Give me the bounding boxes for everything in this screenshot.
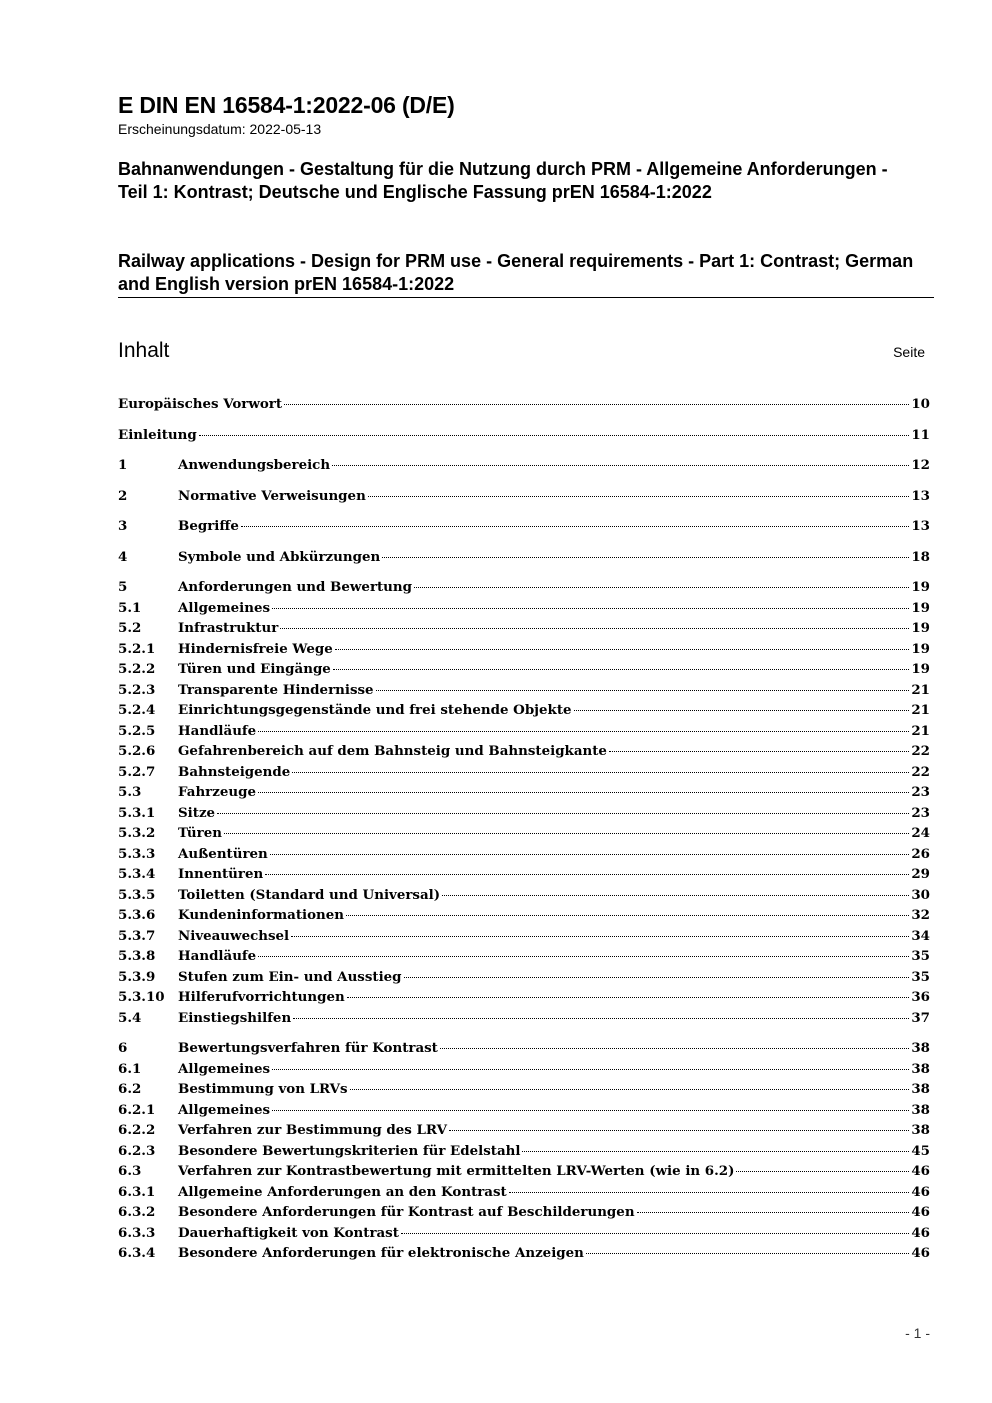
document-number: E DIN EN 16584-1:2022-06 (D/E) (118, 92, 455, 118)
toc-dot-leader (224, 832, 909, 834)
toc-entry-page: 29 (911, 866, 930, 882)
toc-entry-title: Türen (178, 825, 222, 841)
toc-entry[interactable] (118, 394, 930, 415)
toc-entry-number: 5.3.4 (118, 866, 156, 882)
toc-entry-number: 1 (118, 457, 128, 473)
toc-entry-page: 21 (911, 722, 930, 739)
toc-dot-leader (272, 607, 909, 609)
toc-entry-page: 46 (911, 1183, 930, 1200)
toc-entry-page: 19 (911, 640, 930, 657)
toc-entry-title: Anforderungen und Bewertung (178, 579, 413, 595)
toc-entry[interactable] (118, 1008, 930, 1029)
toc-entry-page: 46 (911, 1204, 930, 1220)
toc-entry-title: Besondere Anforderungen für Kontrast auf Beschilderungen (178, 1204, 635, 1220)
toc-entry-page: 36 (911, 989, 930, 1005)
toc-entry[interactable] (118, 946, 930, 967)
toc-entry-title: Hilferufvorrichtungen (178, 989, 345, 1005)
toc-entry-number: 6.3.4 (118, 1245, 156, 1261)
toc-entry-title: Einstiegshilfen (178, 1009, 292, 1026)
toc-dot-leader (291, 935, 909, 937)
toc-entry-title: Verfahren zur Bestimmung des LRV (178, 1122, 447, 1138)
toc-entry-page: 38 (911, 1060, 930, 1077)
toc-dot-leader (509, 1191, 910, 1193)
toc-dot-leader (284, 403, 909, 405)
toc-entry-number: 5.3.9 (118, 968, 156, 985)
toc-entry-page: 26 (911, 845, 930, 862)
toc-dot-leader (217, 812, 909, 814)
toc-entry-number: 5.3.5 (118, 886, 156, 903)
toc-entry-title: Türen und Eingänge (178, 661, 331, 677)
toc-entry-number: 5.3.1 (118, 804, 156, 821)
toc-dot-leader (404, 976, 910, 978)
toc-entry[interactable] (118, 987, 930, 1008)
toc-entry[interactable] (118, 762, 930, 783)
toc-entry-number: 6.3.1 (118, 1183, 156, 1200)
toc-entry-number: 5.2.1 (118, 640, 156, 657)
toc-entry-page: 23 (911, 804, 930, 821)
toc-entry-title: Toiletten (Standard und Universal) (178, 886, 441, 903)
toc-entry-page: 19 (911, 661, 930, 677)
toc-entry[interactable] (118, 680, 930, 701)
title-german: Bahnanwendungen - Gestaltung für die Nutzung durch PRM - Allgemeine Anforderungen - Teil 1: Kontrast; Deutsche und Englische Fassung prEN 16584-1:2022 (118, 159, 888, 202)
toc-entry-number: 6.3 (118, 1163, 142, 1179)
toc-entry-number: 5.3 (118, 784, 142, 800)
toc-entry-title: Europäisches Vorwort (118, 396, 283, 412)
toc-entry-number: 6.2.2 (118, 1122, 156, 1138)
toc-entry[interactable] (118, 1202, 930, 1223)
toc-entry-number: 6.2.1 (118, 1101, 156, 1118)
toc-entry-title: Stufen zum Ein- und Ausstieg (178, 968, 402, 985)
toc-entry[interactable] (118, 1079, 930, 1100)
toc-entry[interactable] (118, 486, 930, 507)
toc-entry[interactable] (118, 547, 930, 568)
toc-entry-number: 6 (118, 1040, 128, 1056)
toc-entry-title: Einleitung (118, 426, 197, 443)
toc-entry[interactable] (118, 425, 930, 446)
toc-entry-page: 34 (911, 927, 930, 944)
toc-dot-leader (350, 1088, 910, 1090)
toc-entry-page: 24 (911, 825, 930, 841)
toc-dot-leader (440, 1047, 909, 1049)
toc-entry-number: 5.3.8 (118, 948, 156, 964)
toc-entry[interactable] (118, 1059, 930, 1080)
toc-entry[interactable] (118, 905, 930, 926)
toc-entry-title: Dauerhaftigkeit von Kontrast (178, 1224, 399, 1241)
toc-dot-leader (258, 730, 909, 732)
toc-entry-page: 46 (911, 1224, 930, 1241)
toc-entry-title: Handläufe (178, 948, 257, 964)
toc-entry-page: 46 (911, 1245, 930, 1261)
toc-entry-page: 12 (911, 457, 930, 473)
toc-entry-title: Niveauwechsel (178, 927, 290, 944)
toc-entry-page: 38 (911, 1081, 930, 1097)
toc-dot-leader (333, 668, 910, 670)
toc-dot-leader (280, 627, 909, 629)
toc-entry-number: 5.2.6 (118, 743, 156, 759)
toc-entry-number: 5.4 (118, 1009, 142, 1026)
toc-dot-leader (522, 1150, 909, 1152)
footer-page-number: - 1 - (905, 1325, 930, 1341)
toc-entry-title: Infrastruktur (178, 620, 279, 636)
toc-entry[interactable] (118, 577, 930, 598)
toc-entry[interactable] (118, 803, 930, 824)
toc-dot-leader (368, 495, 910, 497)
toc-dot-leader (346, 914, 909, 916)
title-english: Railway applications - Design for PRM use - General requirements - Part 1: Contrast; German and English version prEN 16584-1:2022 (118, 251, 914, 294)
toc-entry-title: Sitze (178, 804, 216, 821)
toc-dot-leader (376, 689, 910, 691)
toc-entry[interactable] (118, 639, 930, 660)
toc-entry-number: 6.3.2 (118, 1204, 156, 1220)
toc-entry[interactable] (118, 967, 930, 988)
toc-dot-leader (414, 586, 909, 588)
toc-entry[interactable] (118, 1100, 930, 1121)
toc-entry-number: 5.2 (118, 620, 142, 636)
toc-entry-page: 38 (911, 1122, 930, 1138)
toc-dot-leader (736, 1170, 909, 1172)
toc-entry[interactable] (118, 864, 930, 885)
toc-entry-page: 11 (911, 426, 930, 443)
toc-dot-leader (265, 873, 909, 875)
toc-entry-number: 5.2.3 (118, 681, 156, 698)
toc-entry-title: Gefahrenbereich auf dem Bahnsteig und Bahnsteigkante (178, 743, 607, 759)
toc-entry-page: 19 (911, 579, 930, 595)
toc-entry-number: 6.2.3 (118, 1142, 156, 1159)
toc-entry-page: 35 (911, 968, 930, 985)
toc-entry-number: 5.3.6 (118, 907, 156, 923)
toc-dot-leader (609, 750, 909, 752)
toc-dot-leader (442, 894, 909, 896)
toc-entry-title: Begriffe (178, 518, 239, 534)
toc-dot-leader (586, 1252, 909, 1254)
toc-entry-title: Anwendungsbereich (178, 457, 331, 473)
toc-entry[interactable] (118, 659, 930, 680)
toc-entry-title: Bewertungsverfahren für Kontrast (178, 1040, 438, 1056)
toc-entry-title: Bahnsteigende (178, 763, 291, 780)
toc-entry[interactable] (118, 1223, 930, 1244)
toc-entry-title: Bestimmung von LRVs (178, 1081, 348, 1097)
toc-heading: Inhalt (118, 339, 170, 362)
toc-entry[interactable] (118, 885, 930, 906)
toc-entry[interactable] (118, 1120, 930, 1141)
toc-dot-leader (258, 955, 909, 957)
publication-date: Erscheinungsdatum: 2022-05-13 (118, 121, 322, 137)
toc-entry[interactable] (118, 782, 930, 803)
toc-entry-page: 38 (911, 1101, 930, 1118)
toc-entry-page: 32 (911, 907, 930, 923)
toc-entry-page: 37 (911, 1009, 930, 1026)
toc-entry-number: 5.1 (118, 599, 142, 616)
toc-entry[interactable] (118, 823, 930, 844)
table-of-contents (118, 394, 930, 1264)
toc-entry-title: Allgemeines (178, 1060, 271, 1077)
toc-dot-leader (270, 853, 910, 855)
toc-entry-page: 46 (911, 1163, 930, 1179)
toc-entry-title: Besondere Bewertungskriterien für Edelstahl (178, 1142, 521, 1159)
toc-dot-leader (272, 1068, 909, 1070)
toc-dot-leader (382, 556, 909, 558)
toc-entry-title: Allgemeines (178, 1101, 271, 1118)
toc-entry-title: Fahrzeuge (178, 784, 256, 800)
toc-dot-leader (258, 791, 909, 793)
toc-dot-leader (293, 1017, 909, 1019)
toc-dot-leader (292, 771, 909, 773)
toc-dot-leader (449, 1129, 909, 1131)
toc-dot-leader (637, 1211, 910, 1213)
toc-entry-title: Allgemeine Anforderungen an den Kontrast (178, 1183, 507, 1200)
toc-entry-number: 5.2.4 (118, 702, 156, 718)
toc-entry-number: 4 (118, 548, 128, 565)
toc-entry-title: Besondere Anforderungen für elektronische Anzeigen (178, 1245, 584, 1261)
toc-entry-number: 5 (118, 579, 128, 595)
page-column-label: Seite (893, 344, 925, 360)
toc-dot-leader (335, 648, 910, 650)
toc-entry-page: 23 (911, 784, 930, 800)
toc-entry-page: 10 (911, 396, 930, 412)
toc-dot-leader (241, 525, 910, 527)
toc-entry[interactable] (118, 1161, 930, 1182)
toc-dot-leader (401, 1232, 909, 1234)
toc-dot-leader (347, 996, 910, 998)
toc-entry-title: Innentüren (178, 866, 264, 882)
toc-entry-page: 22 (911, 763, 930, 780)
toc-entry-page: 45 (911, 1142, 930, 1159)
toc-entry-title: Hindernisfreie Wege (178, 640, 333, 657)
toc-entry-page: 21 (911, 681, 930, 698)
toc-entry[interactable] (118, 1038, 930, 1059)
toc-entry-number: 5.3.3 (118, 845, 156, 862)
toc-entry-number: 5.3.10 (118, 989, 165, 1005)
toc-entry-title: Symbole und Abkürzungen (178, 548, 381, 565)
toc-entry-page: 19 (911, 599, 930, 616)
title-divider (118, 297, 934, 298)
toc-entry[interactable] (118, 700, 930, 721)
toc-entry-title: Normative Verweisungen (178, 487, 366, 504)
toc-entry-number: 5.3.7 (118, 927, 156, 944)
toc-dot-leader (199, 434, 910, 436)
toc-entry[interactable] (118, 1243, 930, 1264)
toc-entry-number: 2 (118, 487, 128, 504)
toc-entry-page: 13 (911, 518, 930, 534)
toc-entry-title: Kundeninformationen (178, 907, 345, 923)
toc-entry-number: 5.2.7 (118, 763, 156, 780)
toc-entry-title: Verfahren zur Kontrastbewertung mit ermittelten LRV-Werten (wie in 6.2) (178, 1163, 735, 1179)
toc-entry-page: 19 (911, 620, 930, 636)
toc-dot-leader (574, 709, 910, 711)
toc-entry-page: 13 (911, 487, 930, 504)
toc-entry-page: 38 (911, 1040, 930, 1056)
toc-entry-number: 3 (118, 518, 128, 534)
toc-entry-page: 18 (911, 548, 930, 565)
toc-entry-number: 5.3.2 (118, 825, 156, 841)
toc-entry-title: Außentüren (178, 845, 268, 862)
toc-entry[interactable] (118, 618, 930, 639)
toc-entry[interactable] (118, 844, 930, 865)
toc-entry-page: 21 (911, 702, 930, 718)
toc-entry-page: 35 (911, 948, 930, 964)
toc-entry-number: 6.3.3 (118, 1224, 156, 1241)
toc-entry-title: Transparente Hindernisse (178, 681, 374, 698)
toc-entry[interactable] (118, 741, 930, 762)
toc-entry-title: Einrichtungsgegenstände und frei stehende Objekte (178, 702, 572, 718)
toc-entry[interactable] (118, 926, 930, 947)
toc-entry-page: 22 (911, 743, 930, 759)
toc-entry-number: 5.2.5 (118, 722, 156, 739)
toc-entry[interactable] (118, 1141, 930, 1162)
toc-entry[interactable] (118, 721, 930, 742)
toc-dot-leader (272, 1109, 909, 1111)
toc-entry[interactable] (118, 598, 930, 619)
toc-entry[interactable] (118, 1182, 930, 1203)
toc-entry-number: 5.2.2 (118, 661, 156, 677)
toc-entry-title: Allgemeines (178, 599, 271, 616)
toc-entry[interactable] (118, 455, 930, 476)
toc-entry[interactable] (118, 516, 930, 537)
toc-entry-title: Handläufe (178, 722, 257, 739)
toc-entry-number: 6.1 (118, 1060, 142, 1077)
toc-entry-page: 30 (911, 886, 930, 903)
toc-entry-number: 6.2 (118, 1081, 142, 1097)
toc-dot-leader (332, 464, 909, 466)
